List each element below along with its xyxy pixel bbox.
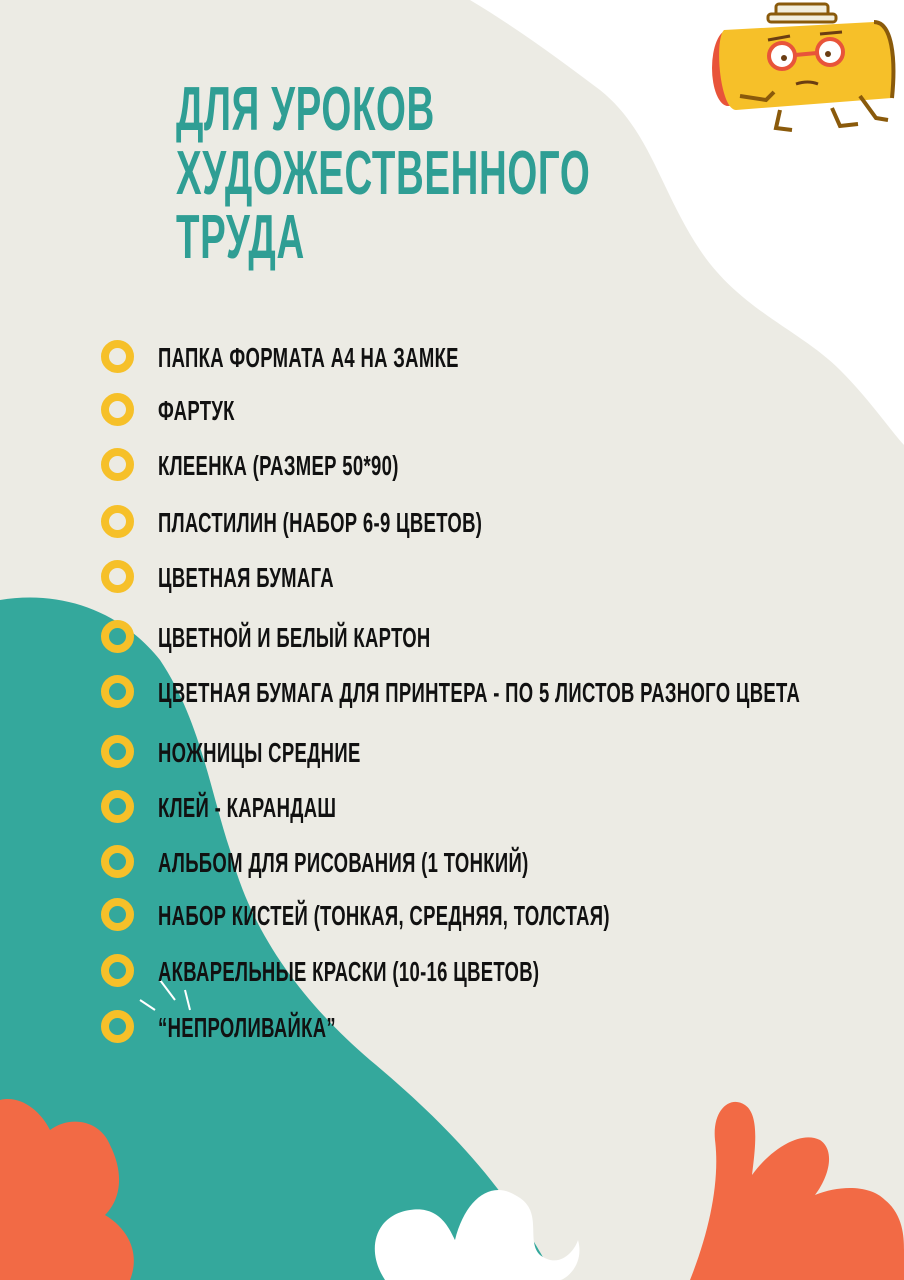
list-item: [0, 954, 904, 994]
list-item: [0, 790, 904, 830]
circle-bullet-icon: [101, 505, 134, 538]
list-item-label: ПАПКА ФОРМАТА А4 НА ЗАМКЕ: [158, 342, 459, 373]
list-item: [0, 1010, 904, 1050]
list-item-label: КЛЕЙ - КАРАНДАШ: [158, 792, 337, 823]
title-line-2: ХУДОЖЕСТВЕННОГО: [176, 139, 591, 208]
list-item: [0, 340, 904, 380]
circle-bullet-icon: [101, 790, 134, 823]
circle-bullet-icon: [101, 675, 134, 708]
list-item: [0, 505, 904, 545]
list-item: [0, 620, 904, 660]
list-item-label: ЦВЕТНОЙ И БЕЛЫЙ КАРТОН: [158, 622, 431, 653]
list-item-label: ПЛАСТИЛИН (НАБОР 6-9 ЦВЕТОВ): [158, 507, 483, 538]
list-item: [0, 448, 904, 488]
list-item-label: АЛЬБОМ ДЛЯ РИСОВАНИЯ (1 ТОНКИЙ): [158, 847, 529, 878]
list-item-label: ЦВЕТНАЯ БУМАГА: [158, 562, 334, 593]
circle-bullet-icon: [101, 845, 134, 878]
circle-bullet-icon: [101, 898, 134, 931]
list-item-label: ЦВЕТНАЯ БУМАГА ДЛЯ ПРИНТЕРА - ПО 5 ЛИСТОВ РАЗНОГО ЦВЕТА: [158, 677, 801, 708]
list-item-label: НАБОР КИСТЕЙ (ТОНКАЯ, СРЕДНЯЯ, ТОЛСТАЯ): [158, 900, 610, 931]
circle-bullet-icon: [101, 340, 134, 373]
title-line-1: ДЛЯ УРОКОВ: [176, 75, 435, 144]
circle-bullet-icon: [101, 735, 134, 768]
list-item: [0, 560, 904, 600]
circle-bullet-icon: [101, 954, 134, 987]
title-line-3: ТРУДА: [176, 203, 305, 272]
list-item-label: “НЕПРОЛИВАЙКА”: [158, 1012, 336, 1043]
list-item-label: КЛЕЕНКА (РАЗМЕР 50*90): [158, 450, 399, 481]
circle-bullet-icon: [101, 560, 134, 593]
list-item: [0, 735, 904, 775]
list-item: [0, 675, 904, 715]
circle-bullet-icon: [101, 393, 134, 426]
list-item: [0, 898, 904, 938]
circle-bullet-icon: [101, 1010, 134, 1043]
circle-bullet-icon: [101, 448, 134, 481]
list-item-label: НОЖНИЦЫ СРЕДНИЕ: [158, 737, 361, 768]
list-item: [0, 393, 904, 433]
list-item-label: ФАРТУК: [158, 395, 235, 426]
list-item-label: АКВАРЕЛЬНЫЕ КРАСКИ (10-16 ЦВЕТОВ): [158, 956, 540, 987]
list-item: [0, 845, 904, 885]
circle-bullet-icon: [101, 620, 134, 653]
